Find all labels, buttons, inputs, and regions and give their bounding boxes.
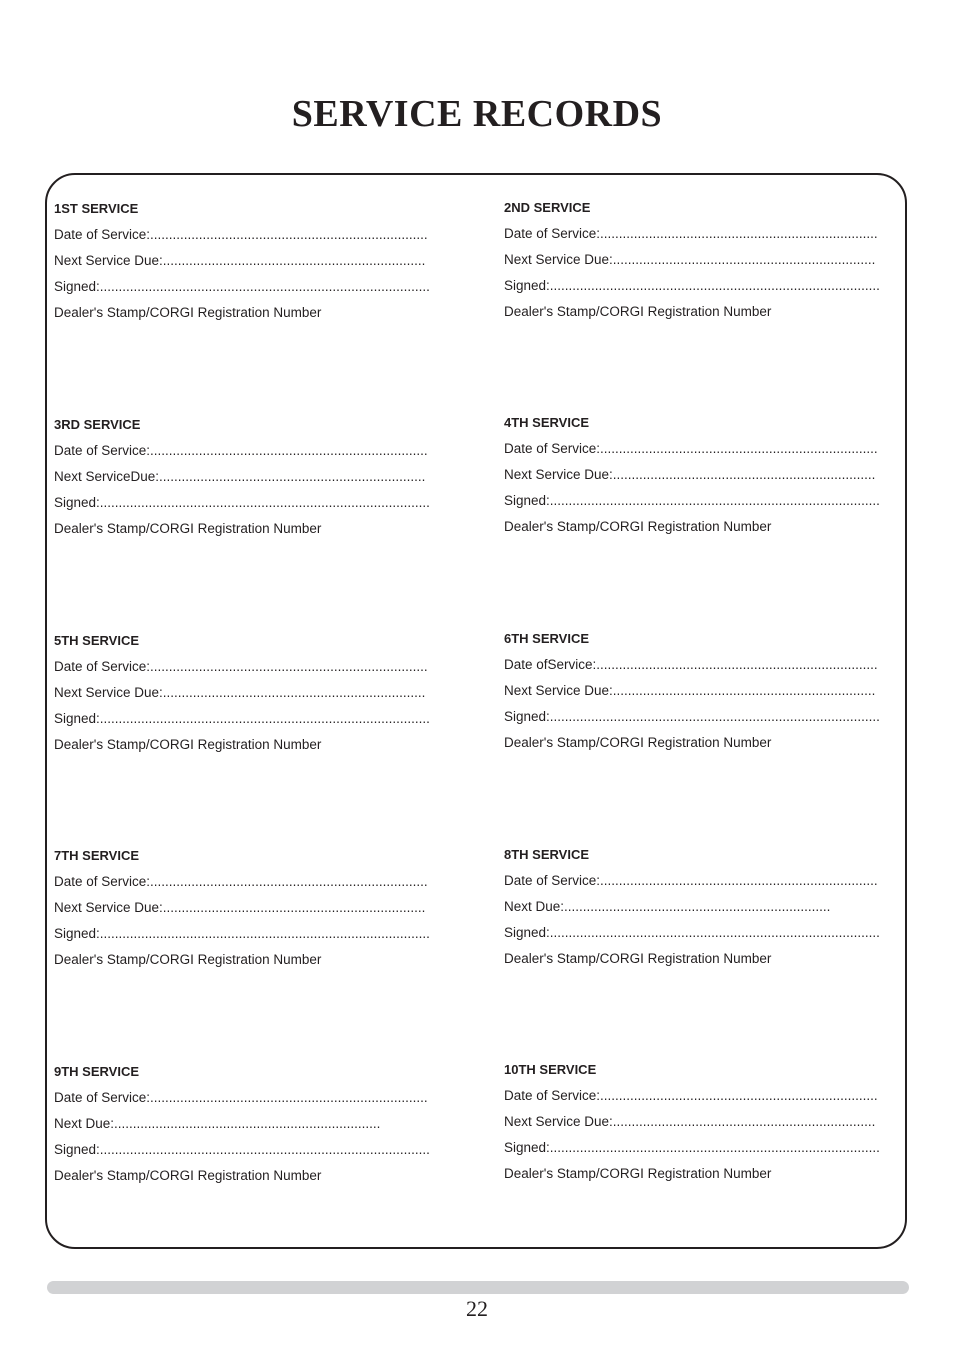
dealer-stamp-label: Dealer's Stamp/CORGI Registration Number [54,952,322,967]
service-record-8 [504,846,899,976]
date-of-service-field[interactable]: Date of Service:.......................................................................... [504,873,878,888]
dealer-stamp-label: Dealer's Stamp/CORGI Registration Number [54,305,322,320]
service-heading: 8TH SERVICE [504,847,590,862]
service-record-5 [54,632,449,762]
service-heading: 2ND SERVICE [504,200,591,215]
dealer-stamp-label: Dealer's Stamp/CORGI Registration Number [504,1166,772,1181]
service-heading: 9TH SERVICE [54,1064,140,1079]
date-of-service-field[interactable]: Date of Service:.......................................................................... [504,1088,878,1103]
page-title: SERVICE RECORDS [291,93,663,135]
next-service-due-field[interactable]: Next Service Due:...................................................................... [54,900,426,915]
signed-field[interactable]: Signed:........................................................................................ [54,926,430,941]
service-record-2 [504,199,899,329]
service-record-7 [54,847,449,977]
next-service-due-field[interactable]: Next ServiceDue:....................................................................... [54,469,426,484]
signed-field[interactable]: Signed:........................................................................................ [504,278,880,293]
service-record-6 [504,630,899,760]
next-service-due-field[interactable]: Next Service Due:...................................................................... [54,685,426,700]
date-of-service-field[interactable]: Date of Service:.......................................................................... [54,874,428,889]
service-record-3 [54,416,449,546]
signed-field[interactable]: Signed:........................................................................................ [504,1140,880,1155]
service-heading: 4TH SERVICE [504,415,590,430]
service-heading: 1ST SERVICE [54,201,139,216]
service-record-1 [54,200,449,330]
dealer-stamp-label: Dealer's Stamp/CORGI Registration Number [504,304,772,319]
service-heading: 6TH SERVICE [504,631,590,646]
page-number: 22 [466,1296,488,1321]
date-of-service-field[interactable]: Date of Service:.......................................................................... [54,227,428,242]
service-heading: 7TH SERVICE [54,848,140,863]
date-of-service-field[interactable]: Date ofService:........................................................................... [504,657,878,672]
date-of-service-field[interactable]: Date of Service:.......................................................................... [54,443,428,458]
dealer-stamp-label: Dealer's Stamp/CORGI Registration Number [54,737,322,752]
service-record-9 [54,1063,449,1193]
next-service-due-field[interactable]: Next Due:....................................................................... [504,899,831,914]
service-heading: 5TH SERVICE [54,633,140,648]
service-record-4 [504,414,899,544]
next-service-due-field[interactable]: Next Service Due:...................................................................... [504,252,876,267]
dealer-stamp-label: Dealer's Stamp/CORGI Registration Number [504,735,772,750]
next-service-due-field[interactable]: Next Due:....................................................................... [54,1116,381,1131]
signed-field[interactable]: Signed:........................................................................................ [504,709,880,724]
date-of-service-field[interactable]: Date of Service:.......................................................................... [54,1090,428,1105]
date-of-service-field[interactable]: Date of Service:.......................................................................... [504,226,878,241]
date-of-service-field[interactable]: Date of Service:.......................................................................... [504,441,878,456]
date-of-service-field[interactable]: Date of Service:.......................................................................... [54,659,428,674]
service-record-10 [504,1061,899,1191]
signed-field[interactable]: Signed:........................................................................................ [504,925,880,940]
dealer-stamp-label: Dealer's Stamp/CORGI Registration Number [54,521,322,536]
service-heading: 3RD SERVICE [54,417,141,432]
signed-field[interactable]: Signed:........................................................................................ [504,493,880,508]
dealer-stamp-label: Dealer's Stamp/CORGI Registration Number [504,951,772,966]
signed-field[interactable]: Signed:........................................................................................ [54,495,430,510]
next-service-due-field[interactable]: Next Service Due:...................................................................... [504,683,876,698]
next-service-due-field[interactable]: Next Service Due:...................................................................... [504,467,876,482]
next-service-due-field[interactable]: Next Service Due:...................................................................... [54,253,426,268]
footer-bar [47,1281,909,1294]
signed-field[interactable]: Signed:........................................................................................ [54,279,430,294]
next-service-due-field[interactable]: Next Service Due:...................................................................... [504,1114,876,1129]
dealer-stamp-label: Dealer's Stamp/CORGI Registration Number [54,1168,322,1183]
signed-field[interactable]: Signed:........................................................................................ [54,1142,430,1157]
signed-field[interactable]: Signed:........................................................................................ [54,711,430,726]
dealer-stamp-label: Dealer's Stamp/CORGI Registration Number [504,519,772,534]
service-heading: 10TH SERVICE [504,1062,597,1077]
